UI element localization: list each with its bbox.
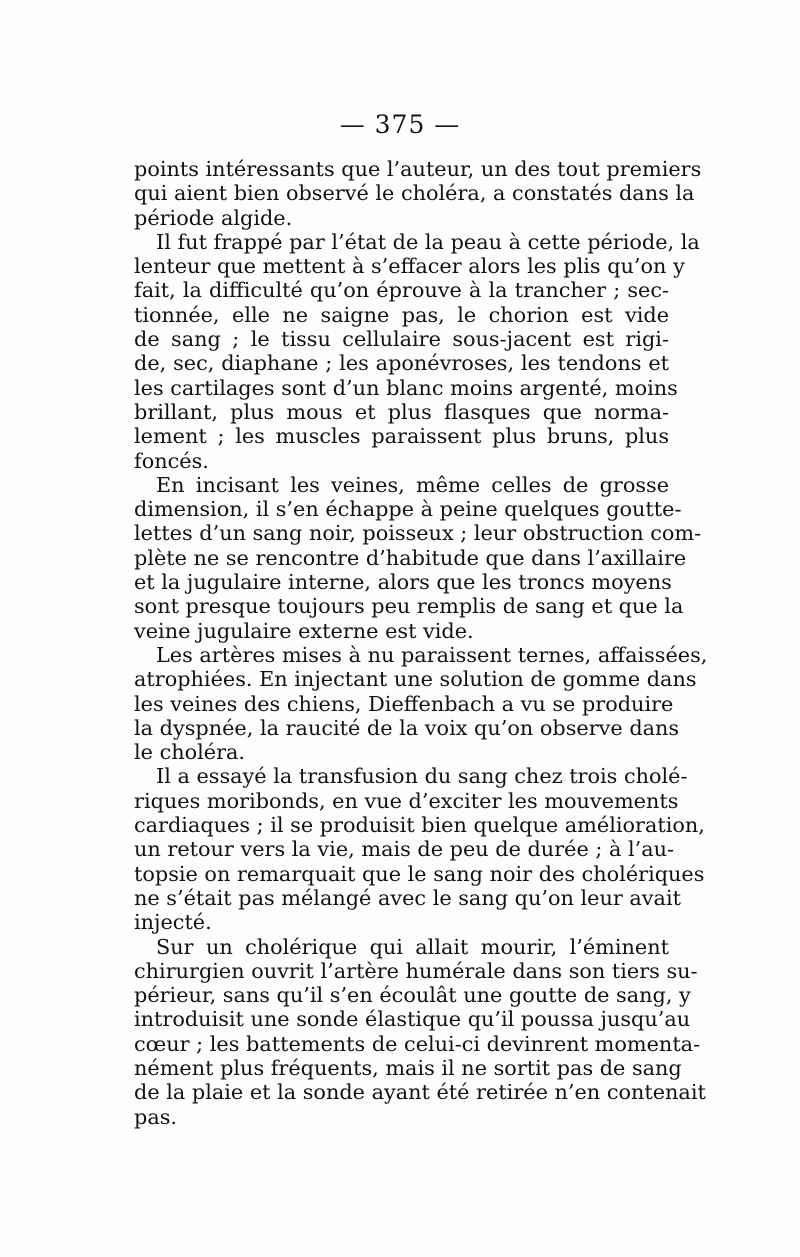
text-line: En incisant les veines, même celles de grosse [156,472,669,497]
text-line: tionnée, elle ne saigne pas, le chorion est vide [134,302,669,327]
text-line: un retour vers la vie, mais de peu de durée ; à l’au- [134,837,675,862]
text-line: injecté. [134,910,212,935]
text-line: Il a essayé la transfusion du sang chez trois cholé- [156,764,688,789]
text-line: Les artères mises à nu paraissent ternes, affaissées, [156,642,708,667]
body-text [134,157,708,1129]
text-line: Il fut frappé par l’état de la peau à cette période, la [156,229,700,254]
text-line: qui aient bien observé le choléra, a constatés dans la [134,181,695,206]
text-line: pas. [134,1104,177,1129]
text-line: le choléra. [134,740,246,765]
paragraph [134,472,702,643]
text-line: cardiaques ; il se produisit bien quelque amélioration, [134,813,705,838]
page-number: — 375 — [339,110,461,139]
text-line: points intéressants que l’auteur, un des tout premiers [134,157,702,181]
text-line: sont presque toujours peu remplis de sang et que la [134,594,684,619]
text-line: riques moribonds, en vue d’exciter les mouvements [134,788,679,813]
text-line: foncés. [134,448,209,473]
text-line: période algide. [134,205,293,230]
text-line: dimension, il s’en échappe à peine quelques goutte- [134,497,682,522]
paragraph [134,934,706,1129]
text-line: lement ; les muscles paraissent plus bruns, plus [134,424,669,449]
text-line: de, sec, diaphane ; les aponévroses, les tendons et [134,351,669,376]
text-line: les cartilages sont d’un blanc moins argenté, moins [134,375,678,400]
text-line: et la jugulaire interne, alors que les troncs moyens [134,570,672,595]
text-line: fait, la difficulté qu’on éprouve à la trancher ; sec- [134,278,669,303]
text-line: de sang ; le tissu cellulaire sous-jacent est rigi- [134,327,669,352]
text-line: lenteur que mettent à s’effacer alors les plis qu’on y [134,254,685,279]
text-line: cœur ; les battements de celui-ci devinrent momenta- [134,1031,701,1056]
text-line: périeur, sans qu’il s’en écoulât une goutte de sang, y [134,983,691,1008]
text-line: nément plus fréquents, mais il ne sortit pas de sang [134,1055,682,1080]
text-line: introduisit une sonde élastique qu’il poussa jusqu’au [134,1007,691,1032]
text-line: brillant, plus mous et plus flasques que norma- [134,399,669,424]
text-line: ne s’était pas mélangé avec le sang qu’on leur avait [134,885,681,910]
text-line: de la plaie et la sonde ayant été retirée n’en contenait [134,1080,706,1105]
text-line: la dyspnée, la raucité de la voix qu’on observe dans [134,715,680,740]
text-line: plète ne se rencontre d’habitude que dans l’axillaire [134,545,687,570]
paragraph [134,157,702,230]
text-line: atrophiées. En injectant une solution de gomme dans [134,667,697,692]
paragraph [134,764,705,935]
text-line: topsie on remarquait que le sang noir des cholériques [134,861,705,886]
text-line: veine jugulaire externe est vide. [134,618,474,643]
text-line: les veines des chiens, Dieffenbach a vu se produire [134,691,674,716]
paragraph [134,642,708,765]
text-line: Sur un cholérique qui allait mourir, l’éminent [156,934,669,959]
text-line: chirurgien ouvrit l’artère humérale dans son tiers su- [134,958,698,983]
text-line: lettes d’un sang noir, poisseux ; leur obstruction com- [134,521,702,546]
paragraph [134,229,700,473]
